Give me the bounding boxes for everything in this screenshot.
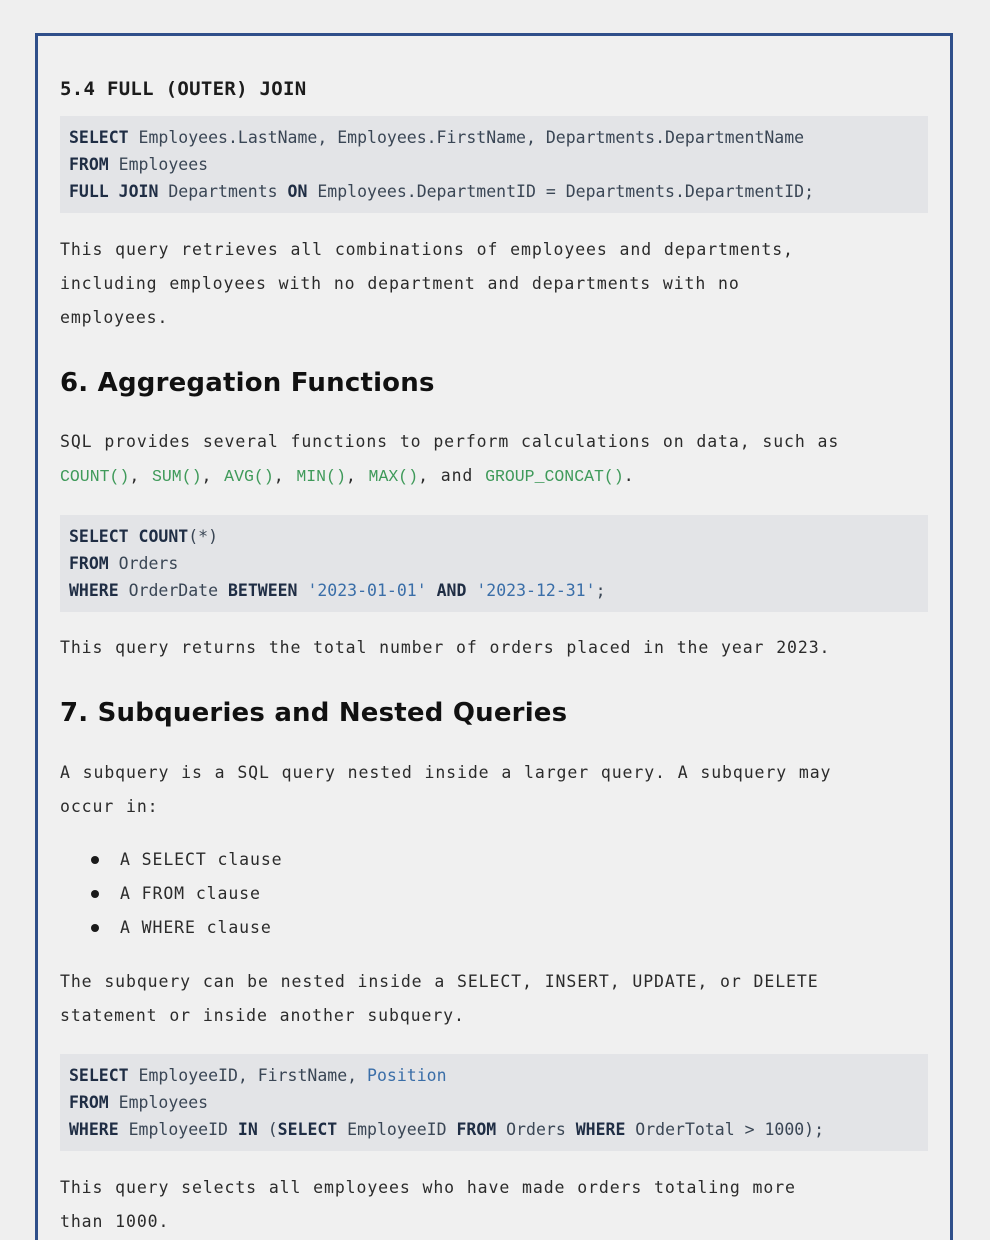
- code-line: [69, 550, 919, 577]
- function-name: MAX(): [368, 467, 419, 486]
- inline-text: ,: [273, 466, 297, 485]
- section-heading-full-outer-join: 5.4 FULL (OUTER) JOIN: [60, 78, 307, 100]
- sql-text: Employees: [108, 1093, 209, 1112]
- list-item-text: A SELECT clause: [120, 850, 283, 869]
- function-name: MIN(): [296, 467, 346, 486]
- sql-keyword: FROM: [69, 1093, 109, 1112]
- document-frame: [35, 33, 953, 1243]
- sql-text: ;: [595, 581, 606, 600]
- sql-text: [466, 581, 476, 600]
- code-line: [69, 1062, 919, 1089]
- sql-text: (: [257, 1120, 278, 1139]
- page-bottom-edge: [0, 1240, 990, 1244]
- description-line: statement or inside another subquery.: [60, 1006, 465, 1025]
- subquery-description: [60, 1171, 940, 1239]
- bullet-icon: [91, 890, 99, 898]
- description-line: employees.: [60, 308, 169, 327]
- sql-keyword: IN: [237, 1120, 258, 1139]
- sql-keyword: SELECT: [277, 1120, 338, 1139]
- bullet-icon: [91, 856, 99, 864]
- sql-keyword: SELECT: [69, 128, 129, 147]
- description-line: This query retrieves all combinations of employees and departments,: [60, 240, 794, 259]
- description-line: than 1000.: [60, 1212, 170, 1231]
- inline-text: ,: [345, 466, 369, 485]
- sql-text: Orders: [496, 1120, 576, 1139]
- inline-text: ,: [201, 466, 225, 485]
- sql-keyword: WHERE: [69, 581, 119, 600]
- function-list-line: [60, 459, 940, 494]
- intro-line: occur in:: [60, 797, 159, 816]
- sql-keyword: WHERE: [69, 1120, 119, 1139]
- function-name: AVG(): [224, 467, 274, 486]
- section-heading-subqueries: 7. Subqueries and Nested Queries: [60, 698, 568, 728]
- description-line: This query selects all employees who have made orders totaling more: [60, 1178, 796, 1197]
- sql-keyword: SELECT COUNT: [69, 527, 189, 546]
- code-block-full-join: [60, 116, 928, 213]
- list-item: [60, 877, 283, 911]
- inline-text: , and: [418, 466, 486, 485]
- section-heading-aggregation-functions: 6. Aggregation Functions: [60, 368, 435, 398]
- sql-keyword: FROM: [69, 554, 109, 573]
- sql-text: OrderDate: [118, 581, 228, 600]
- function-name: GROUP_CONCAT(): [485, 467, 624, 486]
- sql-literal: '2023-01-01': [307, 581, 427, 600]
- sql-text: (*): [188, 527, 219, 546]
- sql-keyword: FROM: [69, 155, 109, 174]
- code-block-count-orders: [60, 515, 928, 612]
- sql-text: Orders: [108, 554, 179, 573]
- list-item: [60, 843, 283, 877]
- sql-keyword: FROM: [456, 1120, 497, 1139]
- code-line: [69, 1089, 919, 1116]
- sql-keyword: WHERE: [575, 1120, 626, 1139]
- sql-keyword: FULL JOIN: [69, 182, 159, 201]
- code-block-subquery: [60, 1054, 928, 1151]
- subquery-location-list: [60, 843, 283, 945]
- intro-line: A subquery is a SQL query nested inside a larger query. A subquery may: [60, 763, 832, 782]
- list-item-text: A FROM clause: [120, 884, 261, 903]
- sql-keyword: SELECT: [69, 1066, 129, 1085]
- sql-keyword: ON: [287, 182, 308, 201]
- aggregation-intro: [60, 425, 940, 494]
- code-line: [69, 124, 919, 151]
- sql-keyword: AND: [436, 581, 467, 600]
- sql-text: [427, 581, 437, 600]
- code-line: [69, 178, 919, 205]
- description-line: The subquery can be nested inside a SELECT, INSERT, UPDATE, or DELETE: [60, 972, 819, 991]
- intro-line: SQL provides several functions to perform calculations on data, such as: [60, 432, 840, 451]
- code-line: [69, 523, 919, 550]
- sql-text: EmployeeID, FirstName,: [128, 1066, 368, 1085]
- subquery-intro: [60, 756, 940, 824]
- function-name: SUM(): [151, 467, 202, 486]
- sql-text: Employees.DepartmentID = Departments.DepartmentID;: [307, 182, 815, 201]
- subquery-nesting-description: [60, 965, 940, 1033]
- sql-text: [298, 581, 308, 600]
- description-line: including employees with no department and departments with no: [60, 274, 740, 293]
- code-line: [69, 577, 919, 604]
- code-line: [69, 151, 919, 178]
- list-item: [60, 911, 283, 945]
- inline-text: .: [623, 466, 635, 485]
- full-join-description: [60, 233, 940, 335]
- sql-text: Employees.LastName, Employees.FirstName, Departments.DepartmentName: [128, 128, 805, 147]
- sql-literal: '2023-12-31': [476, 581, 596, 600]
- list-item-text: A WHERE clause: [120, 918, 272, 937]
- sql-text: Employees: [108, 155, 209, 174]
- sql-text: EmployeeID: [337, 1120, 457, 1139]
- bullet-icon: [91, 924, 99, 932]
- sql-text: OrderTotal > 1000);: [625, 1120, 825, 1139]
- inline-text: ,: [129, 466, 152, 485]
- count-orders-description: [60, 631, 940, 665]
- description-line: This query returns the total number of orders placed in the year 2023.: [60, 638, 831, 657]
- sql-text: EmployeeID: [118, 1120, 238, 1139]
- sql-literal: Position: [367, 1066, 447, 1085]
- sql-text: Departments: [158, 182, 288, 201]
- function-name: COUNT(): [60, 467, 130, 486]
- code-line: [69, 1116, 919, 1143]
- sql-keyword: BETWEEN: [227, 581, 298, 600]
